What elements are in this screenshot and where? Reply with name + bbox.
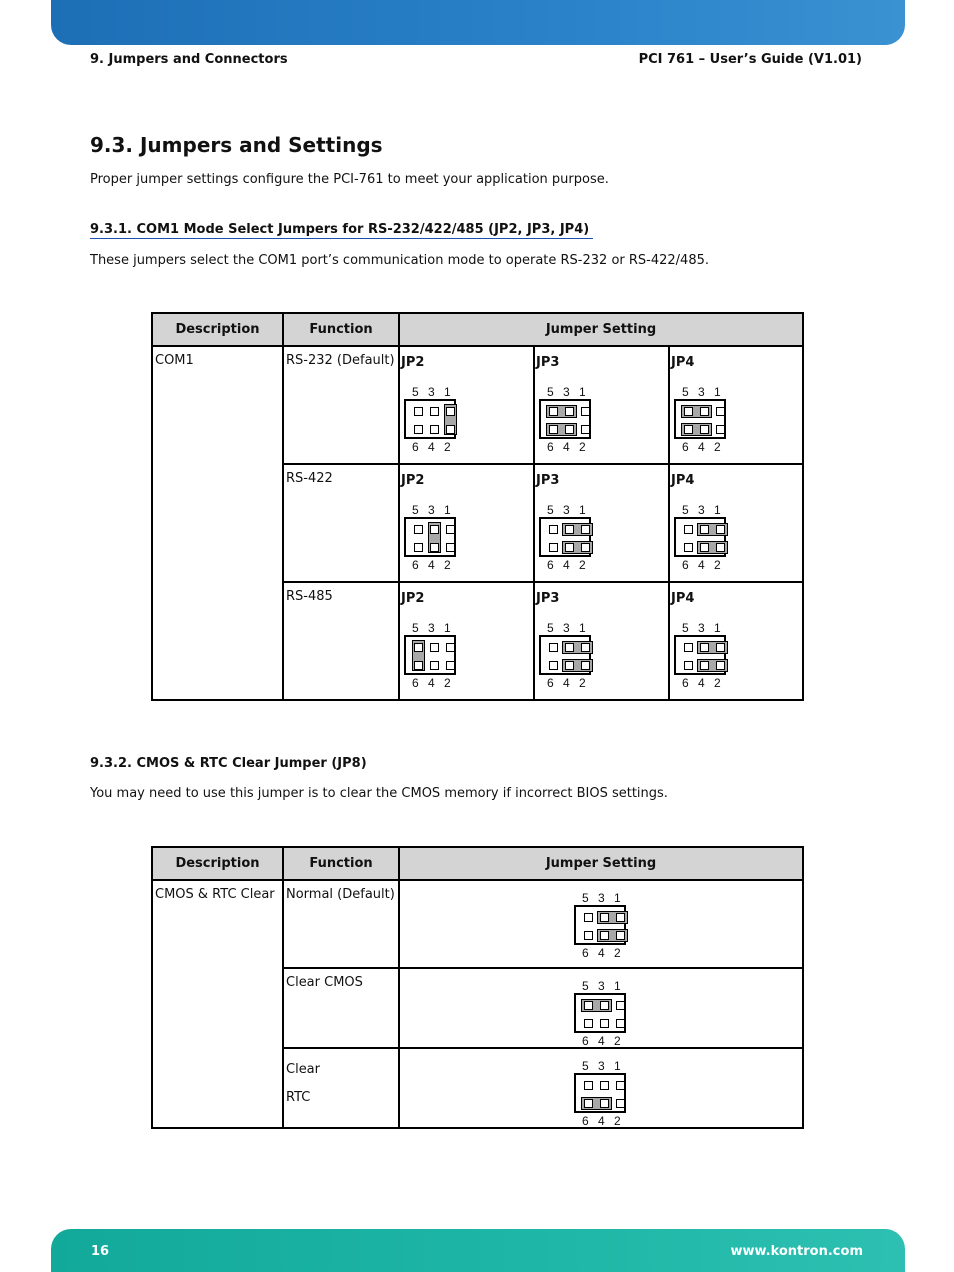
pin-number: 6 bbox=[412, 558, 419, 572]
jumper-pin bbox=[616, 1001, 625, 1010]
jumper-diagram bbox=[402, 503, 460, 572]
jumper-pin bbox=[716, 643, 725, 652]
jumper-pin bbox=[581, 407, 590, 416]
jumper-pin bbox=[565, 661, 574, 670]
pin-number: 4 bbox=[698, 676, 705, 690]
jumper-cell bbox=[400, 969, 802, 1047]
jumper-header-block bbox=[539, 517, 591, 557]
jumper-pin bbox=[584, 1099, 593, 1108]
jumper-pin bbox=[446, 525, 455, 534]
jumper-pin bbox=[565, 525, 574, 534]
pin-number: 4 bbox=[428, 558, 435, 572]
pin-number: 1 bbox=[579, 503, 586, 517]
function-cell: Clear CMOS bbox=[286, 975, 363, 990]
pin-number: 1 bbox=[614, 891, 621, 905]
pin-number: 1 bbox=[444, 503, 451, 517]
jumper-pin bbox=[565, 543, 574, 552]
jumper-label: JP2 bbox=[401, 591, 425, 606]
pin-number: 6 bbox=[547, 440, 554, 454]
pin-number: 5 bbox=[582, 979, 589, 993]
pin-number: 4 bbox=[428, 676, 435, 690]
jumper-pin bbox=[600, 1081, 609, 1090]
jumper-diagram bbox=[672, 385, 730, 454]
jumper-pin bbox=[616, 1081, 625, 1090]
jumper-pin bbox=[600, 913, 609, 922]
jumper-pin bbox=[684, 643, 693, 652]
jumper-pin bbox=[684, 407, 693, 416]
pin-number: 1 bbox=[714, 385, 721, 399]
pin-number: 2 bbox=[579, 676, 586, 690]
pin-number: 5 bbox=[682, 385, 689, 399]
jumper-pin bbox=[600, 1099, 609, 1108]
jumper-header-block bbox=[574, 993, 626, 1033]
jumper-diagram bbox=[537, 385, 595, 454]
jumper-pin bbox=[616, 931, 625, 940]
pin-number: 6 bbox=[682, 440, 689, 454]
jumper-pin bbox=[430, 643, 439, 652]
jumper-cell bbox=[670, 583, 802, 699]
jumper-diagram bbox=[672, 621, 730, 690]
description-cell: COM1 bbox=[155, 353, 194, 368]
jumper-diagram bbox=[402, 385, 460, 454]
cmos-description: You may need to use this jumper is to clear the CMOS memory if incorrect BIOS settings. bbox=[90, 786, 668, 801]
jumper-pin bbox=[581, 425, 590, 434]
jumper-pin bbox=[716, 425, 725, 434]
jumper-diagram bbox=[572, 891, 630, 960]
jumper-pin bbox=[600, 1019, 609, 1028]
jumper-pin bbox=[430, 425, 439, 434]
jumper-header-block bbox=[539, 399, 591, 439]
jumper-cell bbox=[400, 347, 533, 463]
jumper-pin bbox=[430, 543, 439, 552]
pin-number: 2 bbox=[614, 946, 621, 960]
jumper-cell bbox=[670, 465, 802, 581]
jumper-cell bbox=[670, 347, 802, 463]
pin-number: 3 bbox=[698, 621, 705, 635]
jumper-pin bbox=[684, 425, 693, 434]
jumper-pin bbox=[700, 425, 709, 434]
jumper-pin bbox=[581, 643, 590, 652]
jumper-header-block bbox=[574, 905, 626, 945]
pin-number: 6 bbox=[682, 676, 689, 690]
pin-number: 1 bbox=[614, 1059, 621, 1073]
jumper-pin bbox=[716, 543, 725, 552]
jumper-header-block bbox=[674, 399, 726, 439]
intro-text: Proper jumper settings configure the PCI-761 to meet your application purpose. bbox=[90, 172, 609, 187]
pin-number: 5 bbox=[547, 621, 554, 635]
pin-number: 5 bbox=[547, 385, 554, 399]
cmos-jumper-table bbox=[151, 846, 804, 1129]
jumper-diagram bbox=[572, 979, 630, 1048]
jumper-cell bbox=[400, 1049, 802, 1127]
pin-number: 6 bbox=[547, 676, 554, 690]
pin-number: 2 bbox=[714, 440, 721, 454]
pin-number: 5 bbox=[682, 621, 689, 635]
pin-number: 5 bbox=[412, 503, 419, 517]
jumper-pin bbox=[565, 407, 574, 416]
jumper-pin bbox=[581, 525, 590, 534]
jumper-label: JP4 bbox=[671, 355, 695, 370]
jumper-pin bbox=[549, 425, 558, 434]
jumper-label: JP4 bbox=[671, 473, 695, 488]
jumper-pin bbox=[414, 525, 423, 534]
pin-number: 2 bbox=[714, 676, 721, 690]
function-cell: Normal (Default) bbox=[286, 887, 395, 902]
jumper-pin bbox=[700, 543, 709, 552]
pin-number: 3 bbox=[563, 385, 570, 399]
jumper-pin bbox=[584, 1019, 593, 1028]
pin-number: 3 bbox=[698, 503, 705, 517]
function-cell-line: Clear bbox=[286, 1062, 320, 1077]
pin-number: 1 bbox=[614, 979, 621, 993]
jumper-pin bbox=[584, 913, 593, 922]
pin-number: 4 bbox=[698, 440, 705, 454]
jumper-pin bbox=[565, 643, 574, 652]
jumper-pin bbox=[414, 661, 423, 670]
jumper-pin bbox=[700, 525, 709, 534]
pin-number: 6 bbox=[582, 1034, 589, 1048]
guide-header: PCI 761 – User’s Guide (V1.01) bbox=[638, 52, 862, 67]
jumper-pin bbox=[430, 525, 439, 534]
jumper-pin bbox=[549, 407, 558, 416]
pin-number: 5 bbox=[582, 1059, 589, 1073]
header-function: Function bbox=[283, 847, 399, 880]
jumper-cell bbox=[400, 465, 533, 581]
pin-number: 3 bbox=[428, 621, 435, 635]
jumper-label: JP3 bbox=[536, 355, 560, 370]
pin-number: 3 bbox=[698, 385, 705, 399]
jumper-pin bbox=[565, 425, 574, 434]
pin-number: 3 bbox=[563, 503, 570, 517]
header-jumper-setting: Jumper Setting bbox=[399, 847, 803, 880]
pin-number: 2 bbox=[444, 676, 451, 690]
jumper-label: JP3 bbox=[536, 473, 560, 488]
jumper-cell bbox=[400, 881, 802, 967]
pin-number: 5 bbox=[547, 503, 554, 517]
pin-number: 3 bbox=[563, 621, 570, 635]
jumper-pin bbox=[616, 1019, 625, 1028]
jumper-label: JP4 bbox=[671, 591, 695, 606]
jumper-cell bbox=[535, 583, 668, 699]
pin-number: 6 bbox=[582, 946, 589, 960]
pin-number: 5 bbox=[582, 891, 589, 905]
jumper-pin bbox=[446, 543, 455, 552]
jumper-diagram bbox=[402, 621, 460, 690]
jumper-pin bbox=[414, 543, 423, 552]
pin-number: 3 bbox=[428, 503, 435, 517]
pin-number: 3 bbox=[598, 1059, 605, 1073]
pin-number: 4 bbox=[598, 1114, 605, 1128]
jumper-pin bbox=[584, 1081, 593, 1090]
pin-number: 2 bbox=[444, 558, 451, 572]
com1-jumper-table bbox=[151, 312, 804, 701]
jumper-pin bbox=[584, 931, 593, 940]
pin-number: 5 bbox=[412, 385, 419, 399]
pin-number: 3 bbox=[598, 891, 605, 905]
pin-number: 3 bbox=[428, 385, 435, 399]
pin-number: 1 bbox=[714, 621, 721, 635]
top-banner bbox=[51, 0, 905, 45]
jumper-pin bbox=[549, 525, 558, 534]
com1-heading-link[interactable]: 9.3.1. COM1 Mode Select Jumpers for RS-232/422/485 (JP2, JP3, JP4) bbox=[90, 222, 593, 239]
jumper-diagram bbox=[537, 503, 595, 572]
jumper-header-block bbox=[404, 635, 456, 675]
cmos-heading: 9.3.2. CMOS & RTC Clear Jumper (JP8) bbox=[90, 756, 367, 771]
jumper-pin bbox=[616, 913, 625, 922]
pin-number: 1 bbox=[444, 385, 451, 399]
pin-number: 4 bbox=[698, 558, 705, 572]
jumper-pin bbox=[414, 643, 423, 652]
section-title: 9.3. Jumpers and Settings bbox=[90, 133, 383, 157]
com1-description: These jumpers select the COM1 port’s communication mode to operate RS-232 or RS-422/485. bbox=[90, 253, 709, 268]
header-description: Description bbox=[152, 313, 283, 346]
jumper-pin bbox=[700, 643, 709, 652]
jumper-cell bbox=[535, 465, 668, 581]
jumper-pin bbox=[430, 407, 439, 416]
pin-number: 4 bbox=[563, 676, 570, 690]
website-link[interactable]: www.kontron.com bbox=[730, 1244, 863, 1259]
function-cell: RS-232 (Default) bbox=[286, 353, 395, 368]
pin-number: 4 bbox=[598, 946, 605, 960]
jumper-pin bbox=[716, 407, 725, 416]
pin-number: 4 bbox=[563, 440, 570, 454]
jumper-header-block bbox=[674, 635, 726, 675]
footer-bar bbox=[51, 1229, 905, 1272]
header-description: Description bbox=[152, 847, 283, 880]
pin-number: 2 bbox=[579, 558, 586, 572]
jumper-pin bbox=[549, 643, 558, 652]
chapter-header: 9. Jumpers and Connectors bbox=[90, 52, 288, 67]
jumper-diagram bbox=[672, 503, 730, 572]
jumper-pin bbox=[414, 425, 423, 434]
pin-number: 3 bbox=[598, 979, 605, 993]
pin-number: 6 bbox=[412, 440, 419, 454]
pin-number: 4 bbox=[598, 1034, 605, 1048]
pin-number: 2 bbox=[444, 440, 451, 454]
jumper-header-block bbox=[539, 635, 591, 675]
function-cell-line: RTC bbox=[286, 1090, 311, 1105]
jumper-pin bbox=[600, 931, 609, 940]
pin-number: 1 bbox=[579, 621, 586, 635]
pin-number: 6 bbox=[412, 676, 419, 690]
header-function: Function bbox=[283, 313, 399, 346]
jumper-pin bbox=[414, 407, 423, 416]
jumper-pin bbox=[716, 661, 725, 670]
pin-number: 6 bbox=[582, 1114, 589, 1128]
jumper-pin bbox=[446, 425, 455, 434]
pin-number: 6 bbox=[682, 558, 689, 572]
pin-number: 5 bbox=[412, 621, 419, 635]
pin-number: 4 bbox=[428, 440, 435, 454]
pin-number: 5 bbox=[682, 503, 689, 517]
pin-number: 6 bbox=[547, 558, 554, 572]
jumper-cell bbox=[535, 347, 668, 463]
jumper-pin bbox=[446, 407, 455, 416]
pin-number: 2 bbox=[614, 1034, 621, 1048]
jumper-pin bbox=[549, 661, 558, 670]
pin-number: 2 bbox=[714, 558, 721, 572]
description-cell: CMOS & RTC Clear bbox=[155, 887, 275, 902]
jumper-pin bbox=[684, 525, 693, 534]
header-jumper-setting: Jumper Setting bbox=[399, 313, 803, 346]
pin-number: 1 bbox=[579, 385, 586, 399]
pin-number: 2 bbox=[614, 1114, 621, 1128]
jumper-pin bbox=[430, 661, 439, 670]
jumper-pin bbox=[700, 407, 709, 416]
jumper-pin bbox=[700, 661, 709, 670]
function-cell: RS-485 bbox=[286, 589, 333, 604]
jumper-pin bbox=[446, 661, 455, 670]
jumper-header-block bbox=[404, 517, 456, 557]
jumper-diagram bbox=[537, 621, 595, 690]
pin-number: 1 bbox=[444, 621, 451, 635]
jumper-header-block bbox=[674, 517, 726, 557]
jumper-pin bbox=[684, 543, 693, 552]
jumper-header-block bbox=[574, 1073, 626, 1113]
jumper-pin bbox=[600, 1001, 609, 1010]
jumper-pin bbox=[446, 643, 455, 652]
jumper-pin bbox=[581, 543, 590, 552]
jumper-label: JP2 bbox=[401, 355, 425, 370]
jumper-pin bbox=[549, 543, 558, 552]
page-number: 16 bbox=[91, 1244, 110, 1259]
jumper-label: JP2 bbox=[401, 473, 425, 488]
jumper-label: JP3 bbox=[536, 591, 560, 606]
jumper-pin bbox=[581, 661, 590, 670]
jumper-pin bbox=[716, 525, 725, 534]
jumper-diagram bbox=[572, 1059, 630, 1128]
pin-number: 4 bbox=[563, 558, 570, 572]
jumper-cell bbox=[400, 583, 533, 699]
jumper-pin bbox=[684, 661, 693, 670]
function-cell: RS-422 bbox=[286, 471, 333, 486]
pin-number: 1 bbox=[714, 503, 721, 517]
jumper-header-block bbox=[404, 399, 456, 439]
pin-number: 2 bbox=[579, 440, 586, 454]
jumper-pin bbox=[616, 1099, 625, 1108]
jumper-pin bbox=[584, 1001, 593, 1010]
